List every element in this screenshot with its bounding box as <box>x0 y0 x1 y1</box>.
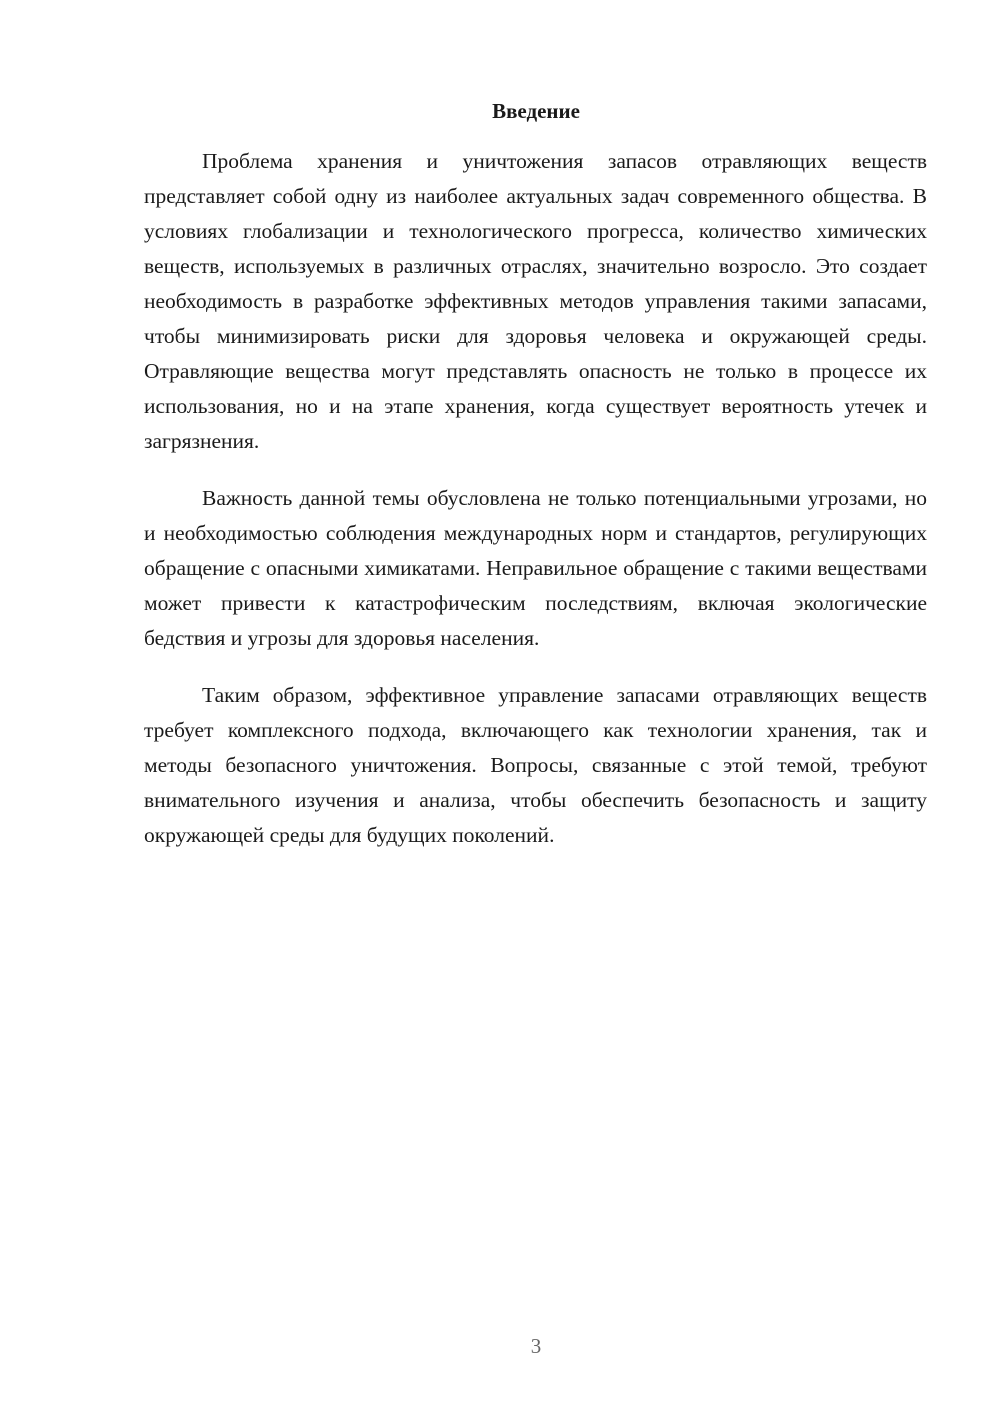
paragraph-1: Проблема хранения и уничтожения запасов отравляющих веществ представляет собой одну из наиболее актуальных задач современного общества. В условиях глобализации и технологического прогресса, количество химических веществ, используемых в различных отраслях, значительно возросло. Это создает необходимость в разработке эффективных методов управления такими запасами, чтобы минимизировать риски для здоровья человека и окружающей среды. Отравляющие вещества могут представлять опасность не только в процессе их использования, но и на этапе хранения, когда существует вероятность утечек и загрязнения. <box>144 149 927 453</box>
paragraph-3: Таким образом, эффективное управление запасами отравляющих веществ требует комплексного подхода, включающего как технологии хранения, так и методы безопасного уничтожения. Вопросы, связанные с этой темой, требуют внимательного изучения и анализа, чтобы обеспечить безопасность и защиту окружающей среды для будущих поколений. <box>144 683 927 847</box>
page-number: 3 <box>530 1334 542 1358</box>
body-text <box>144 144 927 875</box>
section-heading: Введение <box>492 99 580 123</box>
paragraph-2: Важность данной темы обусловлена не только потенциальными угрозами, но и необходимостью соблюдения международных норм и стандартов, регулирующих обращение с опасными химикатами. Неправильное обращение с такими веществами может привести к катастрофическим последствиям, включая экологические бедствия и угрозы для здоровья населения. <box>144 486 927 650</box>
